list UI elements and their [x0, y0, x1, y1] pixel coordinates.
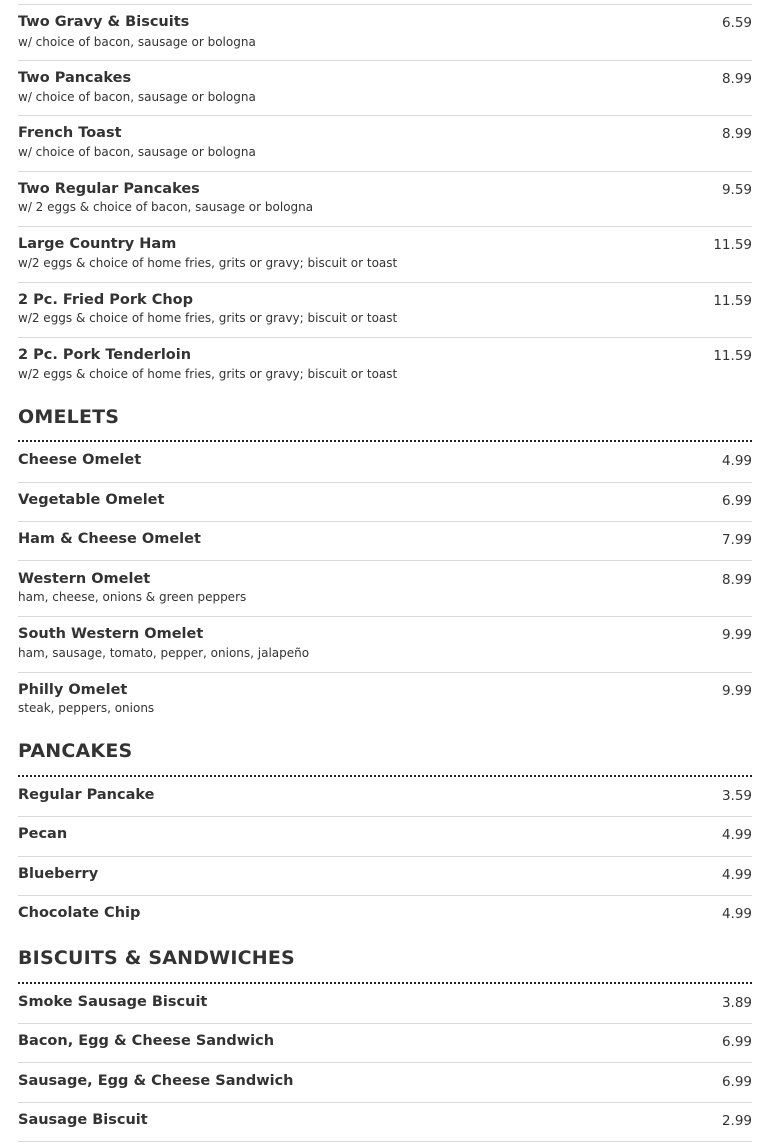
item-price: 7.99	[721, 532, 752, 548]
section-title-biscuits-sandwiches: BISCUITS & SANDWICHES	[18, 947, 295, 969]
item-description: w/ choice of bacon, sausage or bologna	[18, 90, 256, 104]
item-price: 6.99	[721, 493, 752, 509]
item-price: 4.99	[721, 827, 752, 843]
item-price: 11.59	[713, 348, 752, 364]
item-description: w/2 eggs & choice of home fries, grits or gravy; biscuit or toast	[18, 311, 398, 325]
item-name: Philly Omelet	[18, 682, 128, 698]
item-price: 2.99	[721, 1113, 752, 1129]
item-price: 4.99	[721, 867, 752, 883]
item-name: South Western Omelet	[18, 626, 204, 642]
item-name: Sausage, Egg & Cheese Sandwich	[18, 1073, 294, 1089]
item-description: ham, cheese, onions & green peppers	[18, 590, 247, 604]
section-divider	[18, 775, 752, 777]
item-name: Smoke Sausage Biscuit	[18, 994, 208, 1010]
item-price: 4.99	[721, 906, 752, 922]
section-divider	[18, 982, 752, 984]
item-name: Regular Pancake	[18, 787, 155, 803]
item-price: 8.99	[721, 572, 752, 588]
item-price: 6.99	[721, 1074, 752, 1090]
item-price: 9.99	[721, 627, 752, 643]
item-price: 11.59	[713, 293, 752, 309]
item-name: Ham & Cheese Omelet	[18, 531, 201, 547]
item-price: 6.59	[721, 15, 752, 31]
item-name: Two Pancakes	[18, 70, 132, 86]
item-separator	[18, 895, 752, 896]
item-separator	[18, 1062, 752, 1063]
item-price: 3.89	[721, 995, 752, 1011]
item-description: ham, sausage, tomato, pepper, onions, jalapeño	[18, 646, 310, 660]
section-divider	[18, 440, 752, 442]
item-name: Chocolate Chip	[18, 905, 141, 921]
item-price: 6.99	[721, 1034, 752, 1050]
item-price: 8.99	[721, 126, 752, 142]
item-separator	[18, 1141, 752, 1142]
item-name: Cheese Omelet	[18, 452, 142, 468]
item-name: Bacon, Egg & Cheese Sandwich	[18, 1033, 275, 1049]
item-name: Western Omelet	[18, 571, 151, 587]
item-name: Large Country Ham	[18, 236, 177, 252]
item-description: w/ 2 eggs & choice of bacon, sausage or bologna	[18, 200, 314, 214]
item-description: w/2 eggs & choice of home fries, grits or gravy; biscuit or toast	[18, 367, 398, 381]
item-price: 9.59	[721, 182, 752, 198]
item-separator	[18, 672, 752, 673]
item-separator	[18, 282, 752, 283]
item-name: French Toast	[18, 125, 122, 141]
item-description: w/2 eggs & choice of home fries, grits or gravy; biscuit or toast	[18, 256, 398, 270]
item-separator	[18, 1102, 752, 1103]
item-description: w/ choice of bacon, sausage or bologna	[18, 35, 256, 49]
item-separator	[18, 115, 752, 116]
item-price: 8.99	[721, 71, 752, 87]
item-price: 11.59	[713, 237, 752, 253]
item-name: Blueberry	[18, 866, 99, 882]
item-separator	[18, 616, 752, 617]
section-title-pancakes: PANCAKES	[18, 740, 133, 762]
item-price: 9.99	[721, 683, 752, 699]
item-name: 2 Pc. Fried Pork Chop	[18, 292, 194, 308]
item-separator	[18, 521, 752, 522]
item-name: Vegetable Omelet	[18, 492, 165, 508]
item-name: Pecan	[18, 826, 68, 842]
item-name: Two Regular Pancakes	[18, 181, 200, 197]
item-separator	[18, 60, 752, 61]
item-separator	[18, 1023, 752, 1024]
section-title-omelets: OMELETS	[18, 406, 120, 428]
item-price: 3.59	[721, 788, 752, 804]
item-separator	[18, 816, 752, 817]
item-separator	[18, 4, 752, 5]
item-separator	[18, 337, 752, 338]
item-description: steak, peppers, onions	[18, 701, 155, 715]
item-separator	[18, 856, 752, 857]
item-name: 2 Pc. Pork Tenderloin	[18, 347, 192, 363]
item-separator	[18, 560, 752, 561]
item-name: Sausage Biscuit	[18, 1112, 148, 1128]
item-name: Two Gravy & Biscuits	[18, 14, 190, 30]
item-price: 4.99	[721, 453, 752, 469]
item-separator	[18, 482, 752, 483]
item-separator	[18, 171, 752, 172]
item-description: w/ choice of bacon, sausage or bologna	[18, 145, 256, 159]
item-separator	[18, 226, 752, 227]
